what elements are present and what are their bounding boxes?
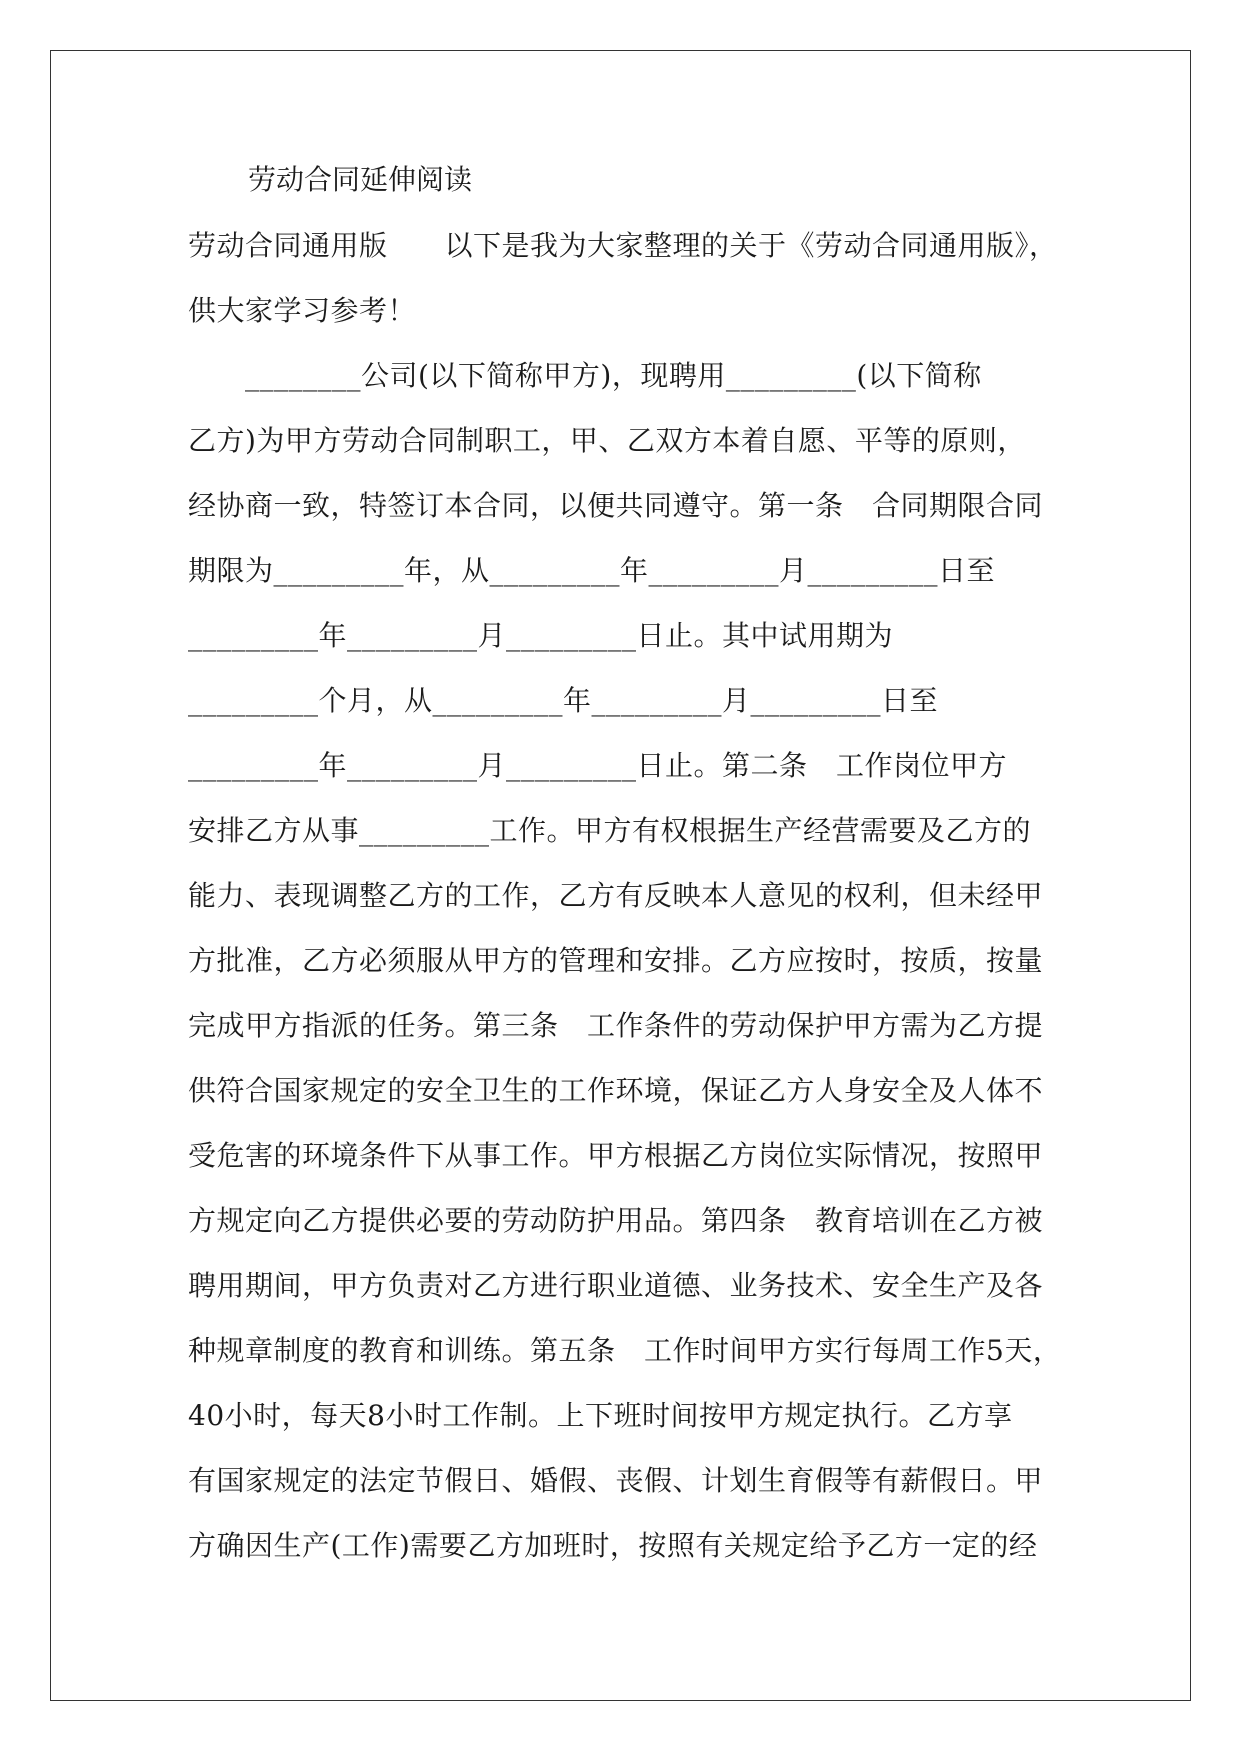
text-line: 供符合国家规定的安全卫生的工作环境，保证乙方人身安全及人体不 (188, 1074, 1044, 1107)
text-line: 方确因生产(工作)需要乙方加班时，按照有关规定给予乙方一定的经 (188, 1529, 1038, 1562)
text-line: 安排乙方从事_________工作。甲方有权根据生产经营需要及乙方的 (188, 814, 1032, 847)
text-line: _________年_________月_________日止。第二条 工作岗位甲方 (188, 749, 1008, 782)
text-line: 方批准，乙方必须服从甲方的管理和安排。乙方应按时，按质，按量 (188, 944, 1044, 977)
text-line: 有国家规定的法定节假日、婚假、丧假、计划生育假等有薪假日。甲 (188, 1464, 1044, 1497)
text-line: _________个月，从_________年_________月_________日至 (188, 684, 939, 717)
document-body (188, 226, 1062, 1591)
text-line: ________公司(以下简称甲方)，现聘用_________(以下简称 (188, 359, 982, 392)
text-line: 能力、表现调整乙方的工作，乙方有反映本人意见的权利，但未经甲 (188, 879, 1044, 912)
text-line: 种规章制度的教育和训练。第五条 工作时间甲方实行每周工作5天， (188, 1334, 1062, 1367)
text-line: _________年_________月_________日止。其中试用期为 (188, 619, 894, 652)
text-line: 期限为_________年，从_________年_________月_________日至 (188, 554, 996, 587)
text-line: 完成甲方指派的任务。第三条 工作条件的劳动保护甲方需为乙方提 (188, 1009, 1044, 1042)
text-line: 供大家学习参考！ (188, 294, 417, 327)
text-line: 乙方)为甲方劳动合同制职工，甲、乙双方本着自愿、平等的原则， (188, 424, 1026, 457)
text-line: 受危害的环境条件下从事工作。甲方根据乙方岗位实际情况，按照甲 (188, 1139, 1044, 1172)
document-title: 劳动合同延伸阅读 (248, 163, 473, 196)
text-line: 聘用期间，甲方负责对乙方进行职业道德、业务技术、安全生产及各 (188, 1269, 1044, 1302)
text-line: 经协商一致，特签订本合同，以便共同遵守。第一条 合同期限合同 (188, 489, 1044, 522)
text-line: 劳动合同通用版 以下是我为大家整理的关于《劳动合同通用版》， (188, 229, 1058, 262)
text-line: 方规定向乙方提供必要的劳动防护用品。第四条 教育培训在乙方被 (188, 1204, 1044, 1237)
text-line: 40小时，每天8小时工作制。上下班时间按甲方规定执行。乙方享 (188, 1399, 1013, 1432)
